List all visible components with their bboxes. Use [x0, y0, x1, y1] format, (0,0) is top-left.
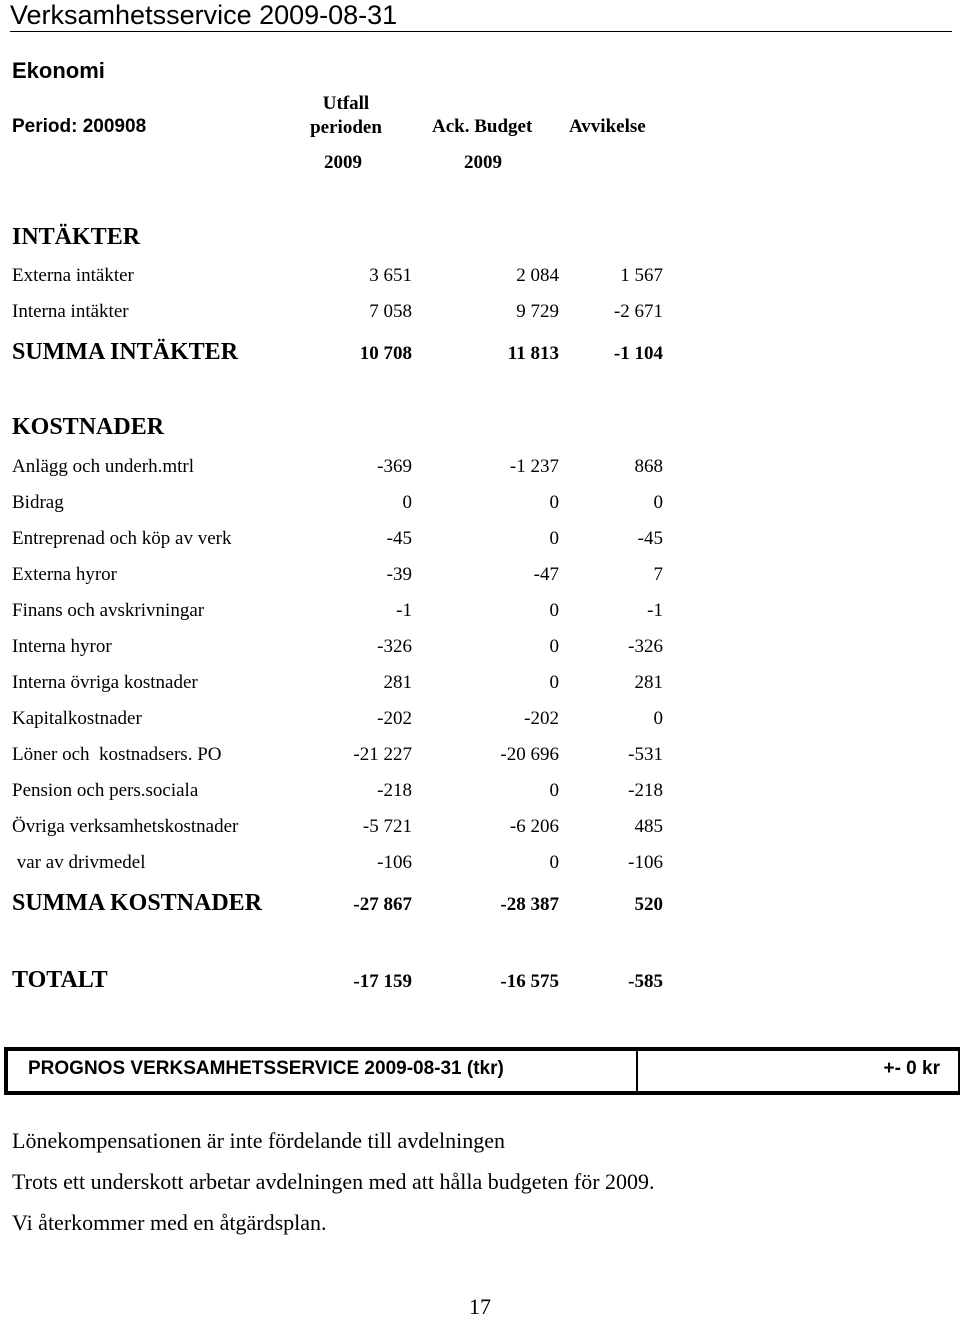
utfall-value: -369: [377, 456, 412, 477]
budget-value: 11 813: [507, 343, 559, 364]
row-label: TOTALT: [12, 967, 108, 993]
column-header-avvikelse: Avvikelse: [569, 116, 646, 137]
budget-value: 0: [549, 528, 559, 549]
row-label: SUMMA KOSTNADER: [12, 890, 263, 916]
row-label: Löner och kostnadsers. PO: [12, 744, 222, 765]
avvikelse-value: 0: [653, 492, 663, 513]
budget-value: 0: [549, 636, 559, 657]
utfall-value: -27 867: [353, 894, 412, 915]
table-row: [0, 672, 960, 696]
prognos-value: +- 0 kr: [883, 1058, 940, 1079]
table-row: [0, 636, 960, 660]
avvikelse-value: -585: [628, 971, 663, 992]
header-rule: [10, 31, 952, 32]
budget-value: 0: [549, 672, 559, 693]
avvikelse-value: 485: [634, 816, 663, 837]
utfall-value: -218: [377, 780, 412, 801]
column-year-budget: 2009: [464, 152, 502, 173]
column-header-budget: Ack. Budget: [432, 116, 533, 137]
table-row: [0, 265, 960, 289]
department-title: Ekonomi: [12, 58, 105, 83]
utfall-value: -202: [377, 708, 412, 729]
table-row: [0, 744, 960, 768]
avvikelse-value: -2 671: [613, 301, 663, 322]
summary-row-intakter: [0, 339, 960, 367]
avvikelse-value: -218: [628, 780, 663, 801]
row-label: Finans och avskrivningar: [12, 600, 205, 621]
budget-value: -202: [524, 708, 559, 729]
row-label: Interna övriga kostnader: [12, 672, 198, 693]
budget-value: -16 575: [500, 971, 559, 992]
table-row: [0, 301, 960, 325]
utfall-value: -1: [396, 600, 412, 621]
row-label: Entreprenad och köp av verk: [12, 528, 232, 549]
avvikelse-value: -1 104: [613, 343, 663, 364]
section-title-intakter: INTÄKTER: [12, 224, 141, 250]
budget-value: 0: [549, 852, 559, 873]
avvikelse-value: -326: [628, 636, 663, 657]
table-row: [0, 528, 960, 552]
total-row: [0, 967, 960, 995]
utfall-value: 10 708: [359, 343, 412, 364]
table-row: [0, 456, 960, 480]
utfall-value: -17 159: [353, 971, 412, 992]
budget-value: 0: [549, 492, 559, 513]
page-number: 17: [469, 1294, 491, 1319]
table-row: [0, 564, 960, 588]
period-label: Period: 200908: [12, 116, 147, 137]
row-label: Pension och pers.sociala: [12, 780, 199, 801]
table-row: [0, 816, 960, 840]
utfall-value: -326: [377, 636, 412, 657]
prognos-box: [4, 1047, 960, 1095]
row-label: Kapitalkostnader: [12, 708, 142, 729]
avvikelse-value: 520: [634, 894, 663, 915]
table-row: [0, 600, 960, 624]
column-header-utfall: Utfall perioden: [310, 93, 382, 138]
utfall-value: -21 227: [353, 744, 412, 765]
budget-value: -1 237: [509, 456, 559, 477]
avvikelse-value: 0: [653, 708, 663, 729]
note-line: Vi återkommer med en åtgärdsplan.: [12, 1210, 327, 1235]
note-line: Lönekompensationen är inte fördelande till avdelningen: [12, 1128, 506, 1153]
budget-value: 0: [549, 780, 559, 801]
avvikelse-value: 7: [653, 564, 663, 585]
utfall-value: 281: [383, 672, 412, 693]
row-label: Interna hyror: [12, 636, 112, 657]
budget-value: -20 696: [500, 744, 559, 765]
utfall-value: -39: [386, 564, 412, 585]
avvikelse-value: 868: [634, 456, 663, 477]
row-label: Övriga verksamhetskostnader: [12, 816, 239, 837]
row-label: SUMMA INTÄKTER: [12, 339, 239, 365]
row-label: var av drivmedel: [12, 852, 146, 873]
row-label: Externa hyror: [12, 564, 117, 585]
table-row: [0, 852, 960, 876]
budget-value: -6 206: [509, 816, 559, 837]
avvikelse-value: -531: [628, 744, 663, 765]
avvikelse-value: 1 567: [620, 265, 663, 286]
row-label: Externa intäkter: [12, 265, 134, 286]
budget-value: -28 387: [500, 894, 559, 915]
avvikelse-value: -106: [628, 852, 663, 873]
utfall-value: 7 058: [369, 301, 412, 322]
row-label: Anlägg och underh.mtrl: [12, 456, 195, 477]
prognos-label: PROGNOS VERKSAMHETSSERVICE 2009-08-31 (tkr): [8, 1051, 638, 1091]
budget-value: -47: [533, 564, 559, 585]
column-year-utfall: 2009: [324, 152, 362, 173]
note-line: Trots ett underskott arbetar avdelningen med att hålla budgeten för 2009.: [12, 1169, 655, 1194]
utfall-value: 3 651: [369, 265, 412, 286]
avvikelse-value: 281: [634, 672, 663, 693]
budget-value: 9 729: [516, 301, 559, 322]
avvikelse-value: -45: [637, 528, 663, 549]
budget-value: 0: [549, 600, 559, 621]
utfall-value: 0: [402, 492, 412, 513]
row-label: Bidrag: [12, 492, 64, 513]
avvikelse-value: -1: [647, 600, 663, 621]
utfall-value: -45: [386, 528, 412, 549]
utfall-value: -5 721: [362, 816, 412, 837]
summary-row-kostnader: [0, 890, 960, 918]
row-label: Interna intäkter: [12, 301, 129, 322]
table-row: [0, 780, 960, 804]
table-row: [0, 708, 960, 732]
utfall-value: -106: [377, 852, 412, 873]
document-header-title: Verksamhetsservice 2009-08-31: [10, 0, 398, 30]
section-title-kostnader: KOSTNADER: [12, 414, 165, 440]
table-row: [0, 492, 960, 516]
budget-value: 2 084: [516, 265, 559, 286]
